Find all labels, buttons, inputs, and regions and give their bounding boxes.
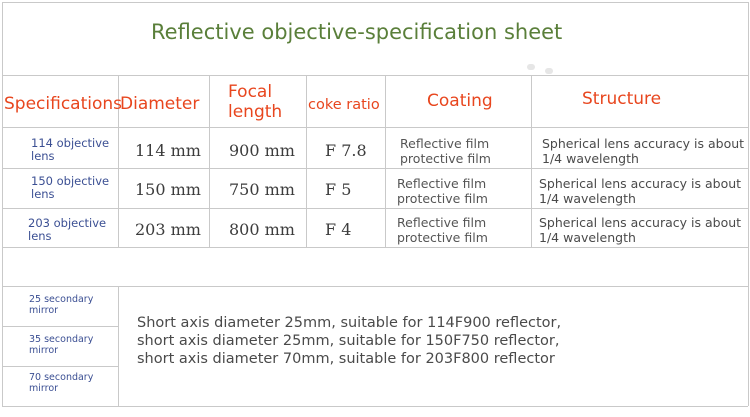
- secondary-70-line1: 70 secondary: [29, 372, 94, 383]
- row-2-coating-line1: Reflective film: [397, 176, 487, 191]
- secondary-25-line2: mirror: [29, 305, 59, 316]
- row-2-diameter: 150 mm: [135, 180, 201, 199]
- row-1-coating-line2: protective film: [400, 151, 491, 166]
- col-rule-4: [385, 75, 386, 247]
- rule-header-top: [2, 75, 748, 76]
- row-3-ratio: F 4: [325, 220, 352, 239]
- row-3-structure-line2: 1/4 wavelength: [539, 230, 636, 245]
- row-1-name-line2: lens: [31, 149, 55, 163]
- row-3-name-line1: 203 objective: [28, 216, 107, 230]
- secondary-70-line2: mirror: [29, 383, 59, 394]
- row-3-structure-line1: Spherical lens accuracy is about: [539, 215, 742, 230]
- row-2-coating-line2: protective film: [397, 191, 488, 206]
- row-3-focal: 800 mm: [229, 220, 295, 239]
- secondary-35-line2: mirror: [29, 345, 59, 356]
- row-2-structure-line1: Spherical lens accuracy is about: [539, 176, 742, 191]
- row-2-focal: 750 mm: [229, 180, 295, 199]
- row-1-focal: 900 mm: [229, 141, 295, 160]
- border-left: [2, 2, 3, 406]
- header-coating: Coating: [427, 91, 493, 111]
- row-3-diameter: 203 mm: [135, 220, 201, 239]
- rule-header-bottom: [2, 127, 748, 128]
- rule-row-2: [2, 208, 748, 209]
- row-1-structure-line1: Spherical lens accuracy is about: [542, 136, 745, 151]
- row-2-structure-line2: 1/4 wavelength: [539, 191, 636, 206]
- smudge-mark: [527, 64, 535, 70]
- header-coke-ratio: coke ratio: [308, 97, 380, 113]
- rule-row-1: [2, 168, 748, 169]
- row-3-coating-line1: Reflective film: [397, 215, 487, 230]
- header-focal-line2: length: [228, 102, 283, 122]
- secondary-25-line1: 25 secondary: [29, 294, 94, 305]
- col-rule-secondary: [118, 286, 119, 406]
- row-1-diameter: 114 mm: [135, 141, 201, 160]
- row-2-name-line1: 150 objective: [31, 174, 110, 188]
- border-bottom: [2, 406, 748, 407]
- row-1-name-line1: 114 objective: [31, 136, 110, 150]
- row-2-name-line2: lens: [31, 187, 55, 201]
- row-3-name-line2: lens: [28, 229, 52, 243]
- header-structure: Structure: [582, 89, 662, 109]
- header-specifications: Specifications: [4, 94, 123, 114]
- col-rule-2: [209, 75, 210, 247]
- col-rule-3: [306, 75, 307, 247]
- note-line-2: short axis diameter 25mm, suitable for 150F750 reflector,: [137, 333, 560, 349]
- page-title: Reflective objective-specification sheet: [151, 20, 563, 44]
- secondary-35-line1: 35 secondary: [29, 334, 94, 345]
- rule-secondary-1: [2, 326, 118, 327]
- row-1-structure-line2: 1/4 wavelength: [542, 151, 639, 166]
- note-line-3: short axis diameter 70mm, suitable for 203F800 reflector: [137, 351, 555, 367]
- note-line-1: Short axis diameter 25mm, suitable for 114F900 reflector,: [137, 315, 562, 331]
- rule-row-3: [2, 247, 748, 248]
- row-1-coating-line1: Reflective film: [400, 136, 490, 151]
- border-right: [748, 2, 749, 406]
- col-rule-5: [531, 75, 532, 247]
- header-diameter: Diameter: [120, 94, 200, 114]
- border-top: [2, 2, 748, 3]
- rule-secondary-2: [2, 366, 118, 367]
- smudge-mark: [545, 68, 553, 74]
- row-1-ratio: F 7.8: [325, 141, 367, 160]
- row-3-coating-line2: protective film: [397, 230, 488, 245]
- row-2-ratio: F 5: [325, 180, 352, 199]
- header-focal-line1: Focal: [228, 82, 273, 102]
- rule-secondary-top: [2, 286, 748, 287]
